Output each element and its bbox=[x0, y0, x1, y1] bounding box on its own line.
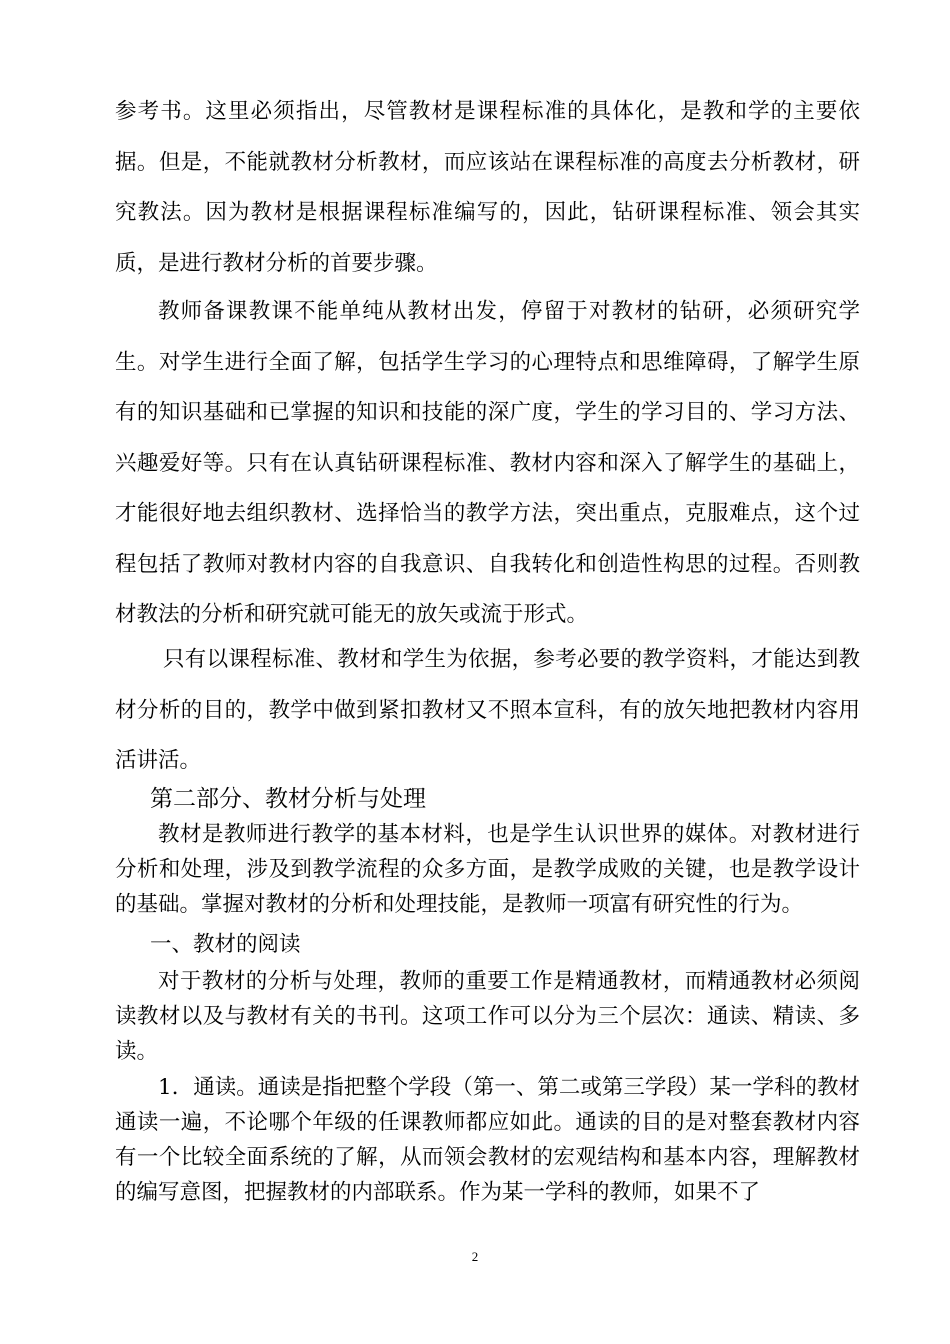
body-paragraph-1: 参考书。这里必须指出，尽管教材是课程标准的具体化，是教和学的主要依据。但是，不能就教材分析教材，而应该站在课程标准的高度去分析教材，研究教法。因为教材是根据课程标准编写的，因此，钻研课程标准、领会其实质，是进行教材分析的首要步骤。 bbox=[115, 99, 860, 276]
section-heading: 第二部分、教材分析与处理 bbox=[150, 786, 426, 812]
body-paragraph-2: 教师备课教课不能单纯从教材出发，停留于对教材的钻研，必须研究学生。对学生进行全面了解，包括学生学习的心理特点和思维障碍，了解学生原有的知识基础和已掌握的知识和技能的深广度，学生的学习目的、学习方法、兴趣爱好等。只有在认真钻研课程标准、教材内容和深入了解学生的基础上，才能很好地去组织教材、选择恰当的教学方法，突出重点，克服难点，这个过程包括了教师对教材内容的自我意识、自我转化和创造性构思的过程。否则教材教法的分析和研究就可能无的放矢或流于形式。 bbox=[115, 299, 860, 627]
subsection-paragraph-2: 1．通读。通读是指把整个学段（第一、第二或第三学段）某一学科的教材通读一遍，不论哪个年级的任课教师都应如此。通读的目的是对整套教材内容有一个比较全面系统的了解，从而领会教材的宏观结构和基本内容，理解教材的编写意图，把握教材的内部联系。作为某一学科的教师，如果不了 bbox=[115, 1075, 860, 1205]
page-number: 2 bbox=[471, 1249, 479, 1264]
body-paragraph-3: 只有以课程标准、教材和学生为依据，参考必要的教学资料，才能达到教材分析的目的，教学中做到紧扣教材又不照本宣科，有的放矢地把教材内容用活讲活。 bbox=[115, 647, 860, 773]
section-paragraph: 教材是教师进行教学的基本材料，也是学生认识世界的媒体。对教材进行分析和处理，涉及到教学流程的众多方面，是教学成败的关键，也是教学设计的基础。掌握对教材的分析和处理技能，是教师一项富有研究性的行为。 bbox=[115, 822, 860, 917]
subsection-paragraph-1: 对于教材的分析与处理，教师的重要工作是精通教材，而精通教材必须阅读教材以及与教材有关的书刊。这项工作可以分为三个层次：通读、精读、多读。 bbox=[115, 969, 860, 1064]
subsection-heading: 一、教材的阅读 bbox=[150, 932, 301, 957]
